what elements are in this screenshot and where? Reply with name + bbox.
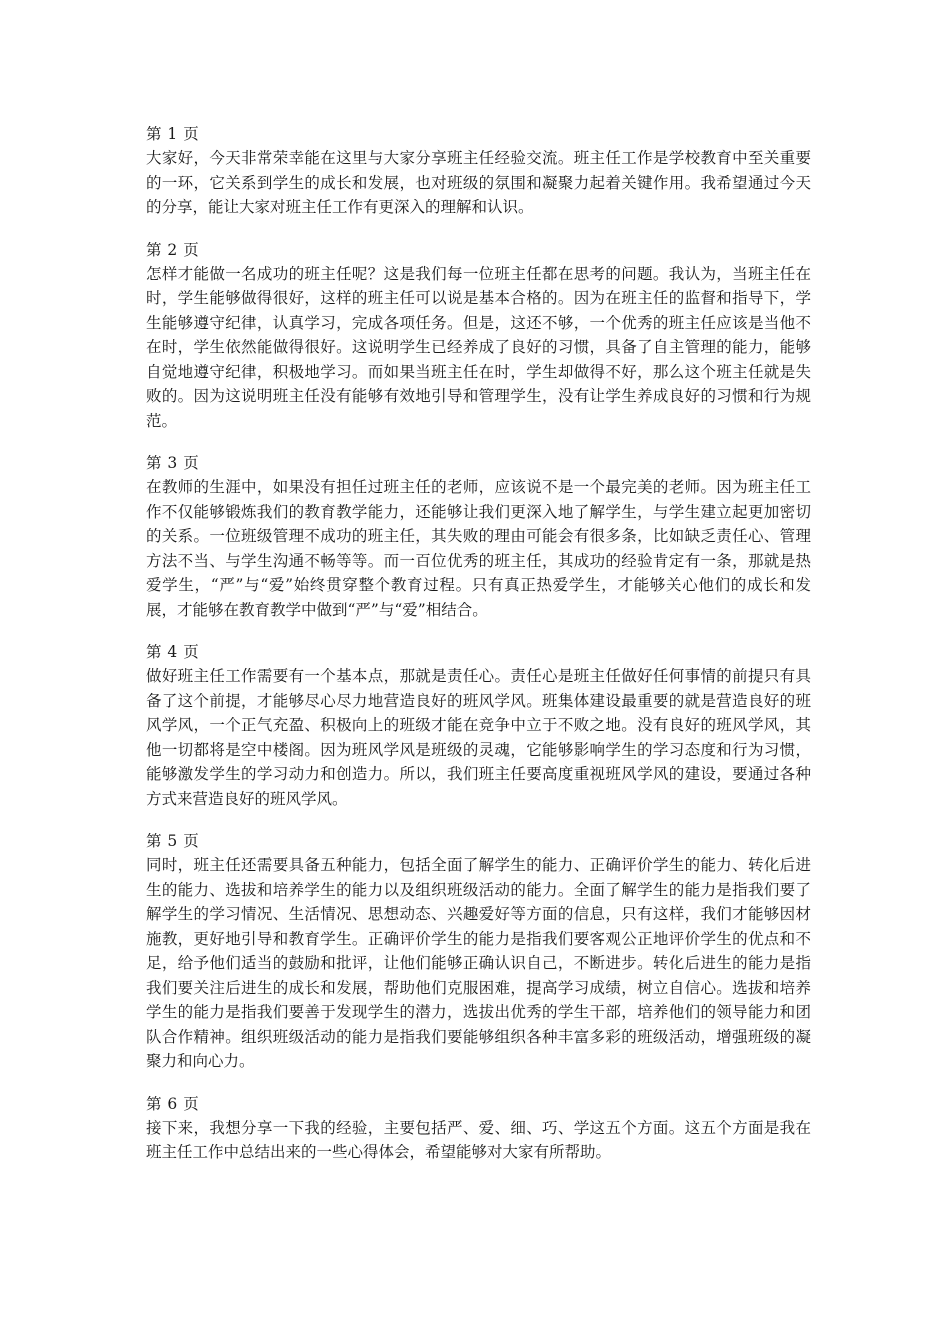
section-heading: 第 1 页 — [146, 125, 200, 143]
page-section-6 — [146, 1092, 811, 1165]
page-section-1 — [146, 122, 811, 220]
document-body — [146, 122, 811, 1183]
section-paragraph: 同时，班主任还需要具备五种能力，包括全面了解学生的能力、正确评价学生的能力、转化后进生的能力、选拔和培养学生的能力以及组织班级活动的能力。全面了解学生的能力是指我们要了解学生的学习情况、生活情况、思想动态、兴趣爱好等方面的信息，只有这样，我们才能够因材施教，更好地引导和教育学生。正确评价学生的能力是指我们要客观公正地评价学生的优点和不足，给予他们适当的鼓励和批评，让他们能够正确认识自己，不断进步。转化后进生的能力是指我们要关注后进生的成长和发展，帮助他们克服困难，提高学习成绩，树立自信心。选拔和培养学生的能力是指我们要善于发现学生的潜力，选拔出优秀的学生干部，培养他们的领导能力和团队合作精神。组织班级活动的能力是指我们要能够组织各种丰富多彩的班级活动，增强班级的凝聚力和向心力。 — [146, 856, 811, 1070]
page-section-5 — [146, 829, 811, 1074]
section-paragraph: 怎样才能做一名成功的班主任呢？这是我们每一位班主任都在思考的问题。我认为，当班主任在时，学生能够做得很好，这样的班主任可以说是基本合格的。因为在班主任的监督和指导下，学生能够遵守纪律，认真学习，完成各项任务。但是，这还不够，一个优秀的班主任应该是当他不在时，学生依然能做得很好。这说明学生已经养成了良好的习惯，具备了自主管理的能力，能够自觉地遵守纪律，积极地学习。而如果当班主任在时，学生却做得不好，那么这个班主任就是失败的。因为这说明班主任没有能够有效地引导和管理学生，没有让学生养成良好的习惯和行为规范。 — [146, 264, 811, 430]
section-heading: 第 3 页 — [146, 454, 200, 472]
page-section-4 — [146, 640, 811, 811]
section-heading: 第 2 页 — [146, 240, 200, 259]
page-section-3 — [146, 451, 811, 622]
section-paragraph: 在教师的生涯中，如果没有担任过班主任的老师，应该说不是一个最完美的老师。因为班主任工作不仅能够锻炼我们的教育教学能力，还能够让我们更深入地了解学生，与学生建立起更加密切的关系。一位班级管理不成功的班主任，其失败的理由可能会有很多条，比如缺乏责任心、管理方法不当、与学生沟通不畅等等。而一百位优秀的班主任，其成功的经验肯定有一条，那就是热爱学生，“严”与“爱”始终贯穿整个教育过程。只有真正热爱学生，才能够关心他们的成长和发展，才能够在教育教学中做到“严”与“爱”相结合。 — [146, 478, 811, 619]
section-heading: 第 5 页 — [146, 832, 200, 850]
section-paragraph: 做好班主任工作需要有一个基本点，那就是责任心。责任心是班主任做好任何事情的前提只有具备了这个前提，才能够尽心尽力地营造良好的班风学风。班集体建设最重要的就是营造良好的班风学风，一个正气充盈、积极向上的班级才能在竞争中立于不败之地。没有良好的班风学风，其他一切都将是空中楼阁。因为班风学风是班级的灵魂，它能够影响学生的学习态度和行为习惯，能够激发学生的学习动力和创造力。所以，我们班主任要高度重视班风学风的建设，要通过各种方式来营造良好的班风学风。 — [146, 667, 811, 808]
section-heading: 第 4 页 — [146, 643, 200, 661]
section-heading: 第 6 页 — [146, 1094, 200, 1113]
section-paragraph: 大家好，今天非常荣幸能在这里与大家分享班主任经验交流。班主任工作是学校教育中至关重要的一环，它关系到学生的成长和发展，也对班级的氛围和凝聚力起着关键作用。我希望通过今天的分享，能让大家对班主任工作有更深入的理解和认识。 — [146, 149, 811, 216]
page-section-2 — [146, 238, 811, 434]
section-paragraph: 接下来，我想分享一下我的经验，主要包括严、爱、细、巧、学这五个方面。这五个方面是我在班主任工作中总结出来的一些心得体会，希望能够对大家有所帮助。 — [146, 1118, 811, 1161]
